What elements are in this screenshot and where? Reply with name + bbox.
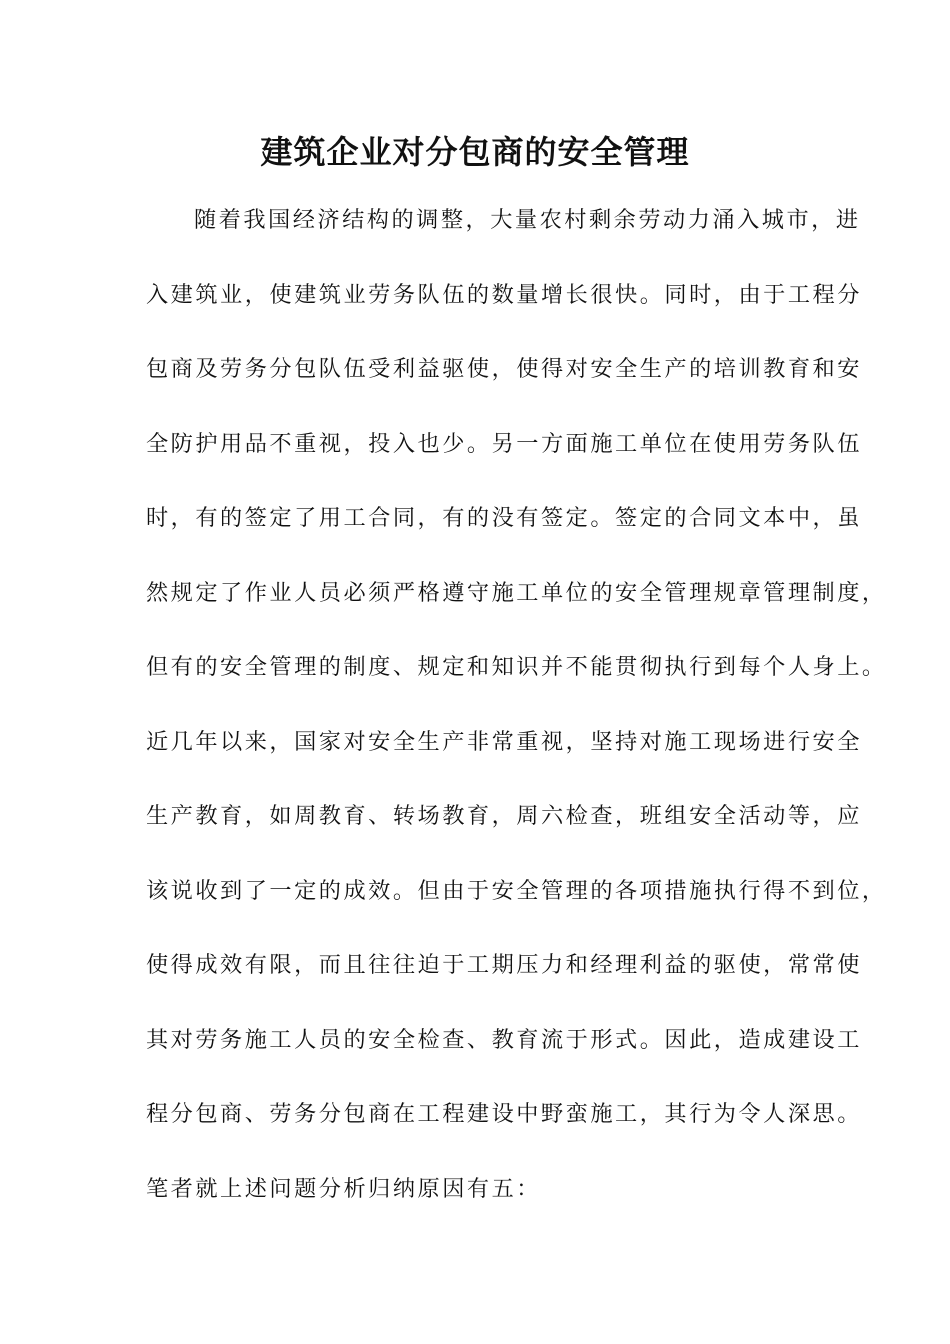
paragraph-line: 时，有的签定了用工合同，有的没有签定。签定的合同文本中，虽 [146, 505, 862, 531]
paragraph-line: 生产教育，如周教育、转场教育，周六检查，班组安全活动等，应 [146, 803, 862, 829]
paragraph-line: 随着我国经济结构的调整，大量农村剩余劳动力涌入城市，进 [194, 207, 861, 233]
document-body [146, 195, 887, 1238]
paragraph-line: 笔者就上述问题分析归纳原因有五： [146, 1175, 541, 1202]
paragraph-line: 近几年以来，国家对安全生产非常重视，坚持对施工现场进行安全 [146, 728, 862, 755]
paragraph-line: 程分包商、劳务分包商在工程建设中野蛮施工，其行为令人深思。 [146, 1101, 862, 1127]
paragraph-line: 该说收到了一定的成效。但由于安全管理的各项措施执行得不到位， [146, 877, 887, 904]
paragraph-line: 但有的安全管理的制度、规定和知识并不能贯彻执行到每个人身上。 [146, 654, 887, 680]
paragraph-line: 然规定了作业人员必须严格遵守施工单位的安全管理规章管理制度， [146, 579, 887, 606]
paragraph-line: 包商及劳务分包队伍受利益驱使，使得对安全生产的培训教育和安 [146, 356, 862, 382]
document-title: 建筑企业对分包商的安全管理 [260, 133, 690, 171]
paragraph-line: 入建筑业，使建筑业劳务队伍的数量增长很快。同时，由于工程分 [146, 281, 862, 308]
paragraph-line: 使得成效有限，而且往往迫于工期压力和经理利益的驱使，常常使 [146, 952, 862, 978]
paragraph-line: 全防护用品不重视，投入也少。另一方面施工单位在使用劳务队伍 [146, 430, 862, 457]
paragraph-line: 其对劳务施工人员的安全检查、教育流于形式。因此，造成建设工 [146, 1026, 862, 1053]
